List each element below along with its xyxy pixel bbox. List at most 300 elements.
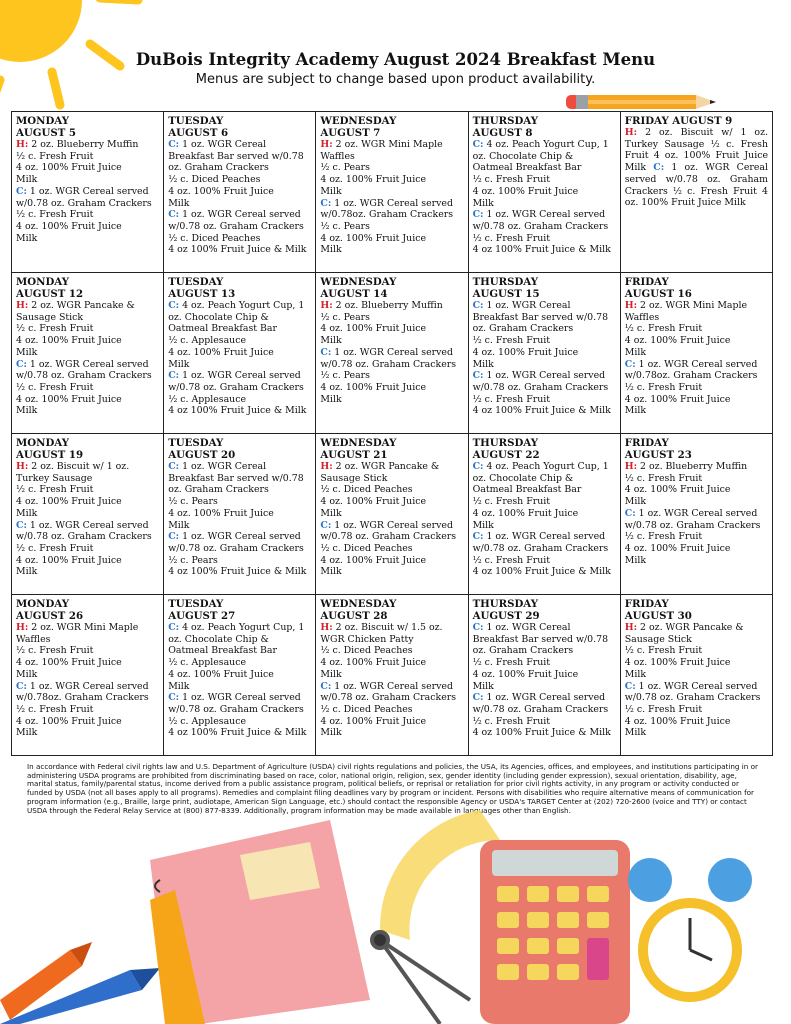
menu-item-text: Milk — [624, 405, 647, 417]
menu-item-line — [16, 508, 159, 520]
day-name: FRIDAY AUGUST 9 — [624, 115, 733, 127]
menu-item-text: 4 oz 100% Fruit Juice & Milk — [472, 566, 611, 578]
menu-item-text: Milk — [16, 507, 38, 519]
menu-item-line — [16, 174, 159, 186]
day-date: AUGUST 28 — [320, 610, 388, 622]
menu-item-text: 2 oz. WGR Mini Maple Waffles — [16, 622, 139, 645]
menu-item-line — [473, 300, 616, 335]
menu-item-text: 1 oz. WGR Cereal served w/0.78 oz. Graham Crackers — [472, 209, 609, 232]
menu-item-text: 4 oz. 100% Fruit Juice — [624, 657, 731, 669]
menu-item-text: 4 oz. 100% Fruit Juice — [16, 554, 122, 566]
usda-nondiscrimination-statement: In accordance with Federal civil rights law and U.S. Department of Agriculture (USDA) civil rights regulations and policies, the USA, its Agencies, offices, and employees, and institutions participating in or administering USDA programs are prohibited from discriminating based on race, color, national origin, religion, sex, gender identity (including gender expression), sexual orientation, disability, age, marital status, family/parental status, income derived from a public assistance program, political beliefs, or reprisal or retaliation for prior civil rights activity, in any program or activity conducted or funded by USDA (not all bases apply to all programs). Remedies and complaint filing deadlines vary by program or incident. Persons with disabilities who require alternative means of communication for program information (e.g., Braille, large print, audiotape, American Sign Language, etc.) should contact the responsible Agency or USDA's TARGET Center at (202) 720-2600 (voice and TTY) or contact USDA through the Federal Relay Service at (800) 877-8339. Additionally, program information may be made available in languages other than English. — [27, 762, 758, 815]
menu-item-line — [16, 162, 159, 174]
day-name: FRIDAY — [624, 598, 669, 610]
menu-item-line — [320, 382, 463, 394]
cold-meal-tag: C: — [16, 185, 27, 197]
menu-item-line — [320, 139, 463, 162]
menu-item-line — [625, 461, 768, 473]
menu-item-text: ½ c. Fresh Fruit — [624, 703, 703, 715]
hot-meal-tag: H: — [624, 127, 638, 138]
menu-item-line — [473, 335, 616, 347]
day-name: MONDAY — [16, 115, 69, 127]
menu-day-cell — [164, 434, 316, 595]
menu-item-line — [16, 221, 159, 233]
menu-item-line — [473, 531, 616, 554]
day-name: MONDAY — [16, 276, 69, 288]
menu-item-line — [320, 174, 463, 186]
menu-item-text: 1 oz. WGR Cereal served w/0.78 oz. Graham Crackers — [16, 358, 152, 382]
menu-item-line — [16, 704, 159, 716]
menu-item-text: 1 oz. WGR Cereal served w/0.78 oz. Graham Crackers — [472, 370, 609, 393]
day-date: AUGUST 30 — [624, 610, 692, 622]
day-date: AUGUST 16 — [624, 288, 692, 300]
menu-item-text: Milk — [16, 346, 38, 358]
menu-item-text: 4 oz. 100% Fruit Juice — [472, 346, 579, 358]
menu-item-line — [473, 622, 616, 657]
menu-item-text: 4 oz. 100% Fruit Juice — [624, 393, 731, 405]
menu-item-text: 1 oz. WGR Cereal served w/0.78 oz. Graham Crackers — [168, 692, 304, 715]
menu-item-text: ½ c. Diced Peaches — [168, 174, 261, 186]
menu-item-text: Milk — [624, 346, 647, 358]
menu-item-text: 4 oz. Peach Yogurt Cup, 1 oz. Chocolate Chip & Oatmeal Breakfast Bar — [168, 300, 305, 335]
menu-item-text: ½ c. Fresh Fruit — [16, 209, 94, 221]
menu-item-line — [625, 531, 768, 543]
day-name: THURSDAY — [472, 437, 538, 449]
day-name: WEDNESDAY — [320, 437, 397, 449]
menu-item-line — [168, 669, 311, 681]
hot-meal-tag: H: — [624, 461, 638, 472]
cold-meal-tag: C: — [168, 622, 180, 633]
menu-item-text: ½ c. Fresh Fruit — [16, 703, 94, 715]
menu-item-text: ½ c. Diced Peaches — [320, 703, 413, 715]
menu-item-text: 4 oz. 100% Fruit Juice — [320, 657, 427, 669]
menu-item-text: 1 oz. WGR Cereal served w/0.78 oz. Graham Crackers — [624, 680, 761, 704]
menu-item-line — [473, 508, 616, 520]
menu-item-text: 4 oz. 100% Fruit Juice — [624, 715, 731, 727]
menu-week-row — [12, 595, 773, 756]
day-date: AUGUST 14 — [320, 288, 388, 300]
cold-meal-tag: C: — [472, 622, 484, 633]
menu-day-cell — [620, 273, 772, 434]
menu-item-line — [168, 727, 311, 739]
menu-item-line — [168, 716, 311, 728]
menu-item-line — [473, 347, 616, 359]
menu-item-text: ½ c. Fresh Fruit — [472, 715, 550, 727]
menu-item-text: ½ c. Applesauce — [168, 715, 247, 727]
menu-item-text: 1 oz. WGR Cereal Breakfast Bar served w/0.78 oz. Graham Crackers — [472, 300, 609, 335]
menu-item-line — [168, 657, 311, 669]
menu-item-text: 4 oz. 100% Fruit Juice — [320, 715, 427, 727]
menu-item-line — [168, 531, 311, 554]
menu-item-line — [168, 233, 311, 245]
menu-item-line — [473, 233, 616, 245]
day-date: AUGUST 6 — [168, 127, 229, 139]
menu-item-line — [168, 244, 311, 256]
menu-item-text: 2 oz. Blueberry Muffin — [637, 461, 748, 472]
menu-item-line — [16, 323, 159, 335]
menu-item-text: 2 oz. WGR Pancake & Sausage Stick — [624, 622, 744, 645]
cold-meal-tag: C: — [320, 197, 332, 209]
day-name: WEDNESDAY — [320, 115, 397, 127]
menu-item-text: ½ c. Pears — [320, 162, 370, 174]
menu-item-text: Milk — [16, 727, 38, 739]
menu-item-line — [168, 681, 311, 693]
menu-item-line — [473, 496, 616, 508]
day-date: AUGUST 19 — [16, 449, 84, 461]
menu-item-text: 1 oz. WGR Cereal Breakfast Bar served w/0.78 oz. Graham Crackers — [168, 461, 304, 496]
menu-item-text: 1 oz. WGR Cereal served w/0.78 oz. Graham Crackers — [472, 692, 609, 715]
menu-item-line — [473, 244, 616, 256]
cold-meal-tag: C: — [472, 531, 484, 543]
menu-item-line — [16, 555, 159, 567]
menu-item-line — [625, 508, 768, 531]
day-date: AUGUST 13 — [168, 288, 236, 300]
menu-week-row — [12, 434, 773, 595]
menu-item-text: 4 oz. 100% Fruit Juice — [168, 668, 274, 680]
menu-item-text: 4 oz 100% Fruit Juice & Milk — [168, 405, 307, 417]
day-date: AUGUST 26 — [16, 610, 84, 622]
menu-item-text: 2 oz. WGR Mini Maple Waffles — [624, 300, 748, 323]
menu-item-line — [320, 162, 463, 174]
menu-item-text: ½ c. Diced Peaches — [320, 484, 413, 496]
menu-item-line — [320, 669, 463, 681]
menu-item-line — [625, 405, 768, 417]
cold-meal-tag: C: — [624, 680, 636, 692]
menu-item-line — [168, 508, 311, 520]
day-name: MONDAY — [16, 598, 69, 610]
cold-meal-tag: C: — [320, 346, 332, 358]
menu-day-cell — [164, 112, 316, 273]
menu-item-line — [16, 681, 159, 704]
notebook-icon — [150, 820, 370, 1024]
menu-day-cell — [164, 273, 316, 434]
menu-day-cell — [316, 112, 468, 273]
menu-item-text: 4 oz. 100% Fruit Juice — [472, 507, 579, 519]
menu-item-text: Milk — [320, 244, 342, 256]
menu-item-text: 4 oz. 100% Fruit Juice — [624, 542, 731, 554]
menu-item-text: 1 oz. WGR Cereal Breakfast Bar served w/0.78 oz. Graham Crackers — [472, 622, 609, 657]
compass-tool-icon — [372, 932, 470, 1024]
menu-item-text: Milk — [320, 566, 342, 578]
menu-item-line — [168, 347, 311, 359]
menu-item-line — [320, 484, 463, 496]
menu-item-line — [625, 681, 768, 704]
menu-item-line — [625, 359, 768, 382]
menu-item-text: ½ c. Applesauce — [168, 335, 247, 347]
menu-item-text: 4 oz. 100% Fruit Juice — [472, 668, 579, 680]
crayons-icon — [0, 942, 160, 1024]
menu-item-line — [16, 461, 159, 484]
menu-item-text: ½ c. Fresh Fruit — [16, 323, 94, 335]
breakfast-menu-table — [11, 111, 773, 756]
cold-meal-tag: C: — [472, 370, 484, 382]
day-date: AUGUST 27 — [168, 610, 236, 622]
cold-meal-tag: C: — [168, 461, 180, 472]
day-date: AUGUST 29 — [472, 610, 540, 622]
day-name: FRIDAY — [624, 437, 669, 449]
menu-item-text: ½ c. Fresh Fruit — [16, 150, 94, 162]
menu-item-line — [320, 198, 463, 221]
menu-item-text: Milk — [320, 393, 342, 405]
menu-item-line — [473, 198, 616, 210]
menu-item-line — [320, 622, 463, 645]
cold-meal-tag: C: — [320, 519, 332, 531]
day-date: AUGUST 15 — [472, 288, 540, 300]
menu-day-cell — [468, 434, 620, 595]
menu-item-text: ½ c. Fresh Fruit — [16, 381, 94, 393]
menu-item-line — [320, 312, 463, 324]
cold-meal-tag: C: — [168, 370, 180, 382]
menu-item-line — [625, 347, 768, 359]
menu-item-line — [320, 496, 463, 508]
menu-day-cell — [12, 595, 164, 756]
menu-item-text: ½ c. Pears — [320, 220, 370, 232]
menu-item-line — [16, 727, 159, 739]
menu-item-text: Milk — [168, 519, 190, 531]
menu-item-text: 2 oz. WGR Pancake & Sausage Stick — [320, 461, 440, 484]
menu-week-row — [12, 273, 773, 434]
menu-item-text: Milk — [168, 197, 190, 209]
menu-item-text: ½ c. Fresh Fruit — [472, 335, 550, 347]
menu-item-line — [473, 566, 616, 578]
page-title: DuBois Integrity Academy August 2024 Breakfast Menu — [135, 50, 656, 69]
menu-item-text: 4 oz. 100% Fruit Juice — [320, 554, 427, 566]
menu-item-text: 4 oz. 100% Fruit Juice — [624, 335, 731, 347]
menu-item-text: ½ c. Fresh Fruit — [472, 393, 550, 405]
menu-item-text: ½ c. Pears — [320, 311, 370, 323]
menu-item-line — [625, 645, 768, 657]
cold-meal-tag: C: — [16, 358, 27, 370]
cold-meal-tag: C: — [624, 358, 636, 370]
menu-item-line — [168, 520, 311, 532]
menu-item-text: 4 oz 100% Fruit Juice & Milk — [168, 727, 307, 739]
menu-item-line — [16, 209, 159, 221]
menu-item-line — [16, 394, 159, 406]
hot-meal-tag: H: — [624, 300, 638, 311]
day-name: TUESDAY — [168, 115, 224, 127]
menu-item-text: 4 oz. 100% Fruit Juice — [624, 484, 731, 496]
day-date: AUGUST 12 — [16, 288, 84, 300]
menu-item-line — [625, 669, 768, 681]
menu-item-line — [625, 484, 768, 496]
day-name: THURSDAY — [472, 598, 538, 610]
menu-item-line — [473, 681, 616, 693]
menu-item-text: 1 oz. WGR Cereal served w/0.78oz. Graham Crackers — [624, 358, 758, 382]
menu-item-text: Milk — [624, 727, 647, 739]
cold-meal-tag: C: — [168, 209, 180, 221]
menu-item-text: Milk — [16, 668, 38, 680]
menu-item-text: Milk — [16, 566, 38, 578]
menu-item-line — [625, 555, 768, 567]
menu-item-line — [16, 405, 159, 417]
menu-item-text: Milk — [320, 185, 342, 197]
menu-item-text: 1 oz. WGR Cereal served w/0.78 oz. Graham Crackers — [168, 531, 304, 554]
menu-item-line — [320, 520, 463, 543]
day-name: MONDAY — [16, 437, 69, 449]
menu-item-line — [16, 566, 159, 578]
menu-item-line — [473, 555, 616, 567]
cold-meal-tag: C: — [472, 692, 484, 704]
menu-item-line — [473, 174, 616, 186]
menu-day-cell — [468, 273, 620, 434]
menu-item-text: Milk — [472, 197, 494, 209]
menu-item-line — [16, 543, 159, 555]
menu-item-line — [16, 233, 159, 245]
menu-item-text: 4 oz. 100% Fruit Juice — [320, 496, 427, 508]
menu-item-line — [625, 323, 768, 335]
menu-item-line — [473, 370, 616, 393]
menu-day-cell — [12, 273, 164, 434]
menu-item-text: 4 oz. 100% Fruit Juice — [16, 715, 122, 727]
alarm-clock-icon — [628, 858, 752, 1002]
day-date: AUGUST 20 — [168, 449, 236, 461]
menu-item-text: 4 oz. Peach Yogurt Cup, 1 oz. Chocolate Chip & Oatmeal Breakfast Bar — [472, 139, 609, 174]
menu-item-line — [16, 669, 159, 681]
hot-meal-tag: H: — [16, 622, 29, 633]
menu-item-line — [320, 347, 463, 370]
menu-item-line — [320, 323, 463, 335]
menu-day-cell — [12, 112, 164, 273]
menu-item-line — [168, 692, 311, 715]
cold-meal-tag: C: — [168, 300, 180, 311]
menu-item-line — [625, 300, 768, 323]
menu-item-text: Milk — [168, 358, 190, 370]
menu-item-line — [168, 370, 311, 393]
menu-item-line — [320, 716, 463, 728]
menu-item-text: ½ c. Fresh Fruit — [16, 542, 94, 554]
menu-item-line — [320, 727, 463, 739]
menu-item-line — [16, 520, 159, 543]
menu-item-line — [320, 244, 463, 256]
menu-item-line — [16, 645, 159, 657]
cold-meal-tag: C: — [168, 139, 180, 150]
hot-meal-tag: H: — [320, 461, 333, 472]
menu-item-text: 4 oz. 100% Fruit Juice — [320, 381, 427, 393]
menu-item-text: 4 oz. 100% Fruit Juice — [16, 220, 122, 232]
menu-item-text: 4 oz 100% Fruit Juice & Milk — [472, 244, 611, 256]
hot-meal-tag: H: — [16, 461, 29, 472]
day-name: THURSDAY — [472, 276, 538, 288]
menu-item-text: 4 oz. 100% Fruit Juice — [168, 507, 274, 519]
menu-item-line — [473, 727, 616, 739]
menu-item-text: Milk — [320, 507, 342, 519]
menu-item-text: 1 oz. WGR Cereal served w/0.78oz. Graham Crackers — [16, 680, 149, 704]
menu-item-text: ½ c. Fresh Fruit — [472, 174, 550, 186]
menu-item-line — [320, 186, 463, 198]
menu-item-line — [168, 198, 311, 210]
day-name: TUESDAY — [168, 437, 224, 449]
cold-meal-tag: C: — [16, 680, 27, 692]
menu-item-text: 4 oz. 100% Fruit Juice — [320, 174, 427, 186]
menu-item-text: Milk — [624, 668, 647, 680]
hot-meal-tag: H: — [624, 622, 638, 633]
menu-item-line — [168, 335, 311, 347]
menu-item-line — [320, 370, 463, 382]
menu-item-line — [168, 461, 311, 496]
menu-item-text: 2 oz. Blueberry Muffin — [332, 300, 443, 311]
menu-day-cell — [316, 273, 468, 434]
menu-item-text: 4 oz. 100% Fruit Juice — [16, 496, 122, 508]
menu-item-text: Milk — [16, 174, 38, 186]
menu-item-line — [168, 405, 311, 417]
menu-item-text: 4 oz. 100% Fruit Juice — [168, 185, 274, 197]
menu-item-text: 1 oz. WGR Cereal Breakfast Bar served w/0.78 oz. Graham Crackers — [168, 139, 304, 174]
cold-meal-tag: C: — [472, 209, 484, 221]
cold-meal-tag: C: — [320, 680, 332, 692]
menu-item-line — [473, 394, 616, 406]
menu-item-text: 4 oz. 100% Fruit Juice — [16, 393, 122, 405]
menu-item-text: Milk — [320, 668, 342, 680]
pencil-icon — [566, 94, 726, 110]
menu-item-text: ½ c. Fresh Fruit — [624, 531, 703, 543]
menu-item-text: 2 oz. Biscuit w/ 1.5 oz. WGR Chicken Patty — [320, 622, 443, 645]
menu-item-line — [168, 174, 311, 186]
menu-item-text: Milk — [472, 680, 494, 692]
menu-item-line — [320, 657, 463, 669]
day-date: AUGUST 23 — [624, 449, 692, 461]
menu-day-cell — [620, 434, 772, 595]
hot-meal-tag: H: — [320, 139, 333, 150]
menu-item-text: ½ c. Fresh Fruit — [472, 554, 550, 566]
menu-item-line — [320, 543, 463, 555]
cold-meal-tag: C: — [624, 507, 636, 519]
day-name: WEDNESDAY — [320, 598, 397, 610]
cold-meal-tag: C: — [168, 531, 180, 543]
menu-item-text: 4 oz. 100% Fruit Juice — [320, 232, 427, 244]
menu-item-line — [473, 657, 616, 669]
menu-item-text: 1 oz. WGR Cereal served w/0.78 oz. Graham Crackers — [320, 346, 457, 370]
menu-day-cell — [12, 434, 164, 595]
menu-item-line — [16, 382, 159, 394]
hot-meal-tag: H: — [320, 300, 333, 311]
day-name: TUESDAY — [168, 276, 224, 288]
menu-item-text: Milk — [624, 496, 647, 508]
menu-item-line — [320, 461, 463, 484]
menu-item-line — [16, 335, 159, 347]
menu-item-line — [625, 704, 768, 716]
day-date: AUGUST 21 — [320, 449, 388, 461]
day-date: AUGUST 8 — [472, 127, 533, 139]
menu-item-line — [168, 555, 311, 567]
menu-item-line — [625, 622, 768, 645]
menu-item-text: 1 oz. WGR Cereal served w/0.78 oz. Graham Crackers — [472, 531, 609, 554]
menu-item-line — [473, 359, 616, 371]
menu-day-cell — [620, 112, 772, 273]
menu-item-text: 2 oz. Biscuit w/ 1 oz. Turkey Sausage — [16, 461, 130, 484]
day-name: FRIDAY — [624, 276, 669, 288]
menu-item-line — [320, 394, 463, 406]
menu-item-line — [320, 508, 463, 520]
menu-item-text: 4 oz. 100% Fruit Juice — [16, 335, 122, 347]
menu-item-line — [320, 681, 463, 704]
menu-day-cell — [164, 595, 316, 756]
menu-item-text: 1 oz. WGR Cereal served w/0.78 oz. Graham Crackers — [320, 519, 457, 543]
menu-item-text: ½ c. Fresh Fruit — [624, 472, 703, 484]
menu-item-text: ½ c. Fresh Fruit — [624, 645, 703, 657]
menu-item-line — [320, 335, 463, 347]
menu-item-line — [16, 347, 159, 359]
menu-item-line — [168, 566, 311, 578]
hot-meal-tag: H: — [320, 622, 333, 633]
menu-item-text: ½ c. Pears — [168, 554, 218, 566]
menu-item-text: 1 oz. WGR Cereal served w/0.78 oz. Graham Crackers ½ c. Fresh Fruit 4 oz. 100% Fruit Juice Milk — [624, 162, 768, 209]
menu-item-line — [473, 209, 616, 232]
menu-item-text: Milk — [320, 335, 342, 347]
menu-item-text: 2 oz. WGR Mini Maple Waffles — [320, 139, 443, 162]
menu-item-text: 4 oz. 100% Fruit Juice — [472, 185, 579, 197]
menu-day-cell — [468, 595, 620, 756]
menu-item-text: 4 oz. 100% Fruit Juice — [168, 346, 274, 358]
